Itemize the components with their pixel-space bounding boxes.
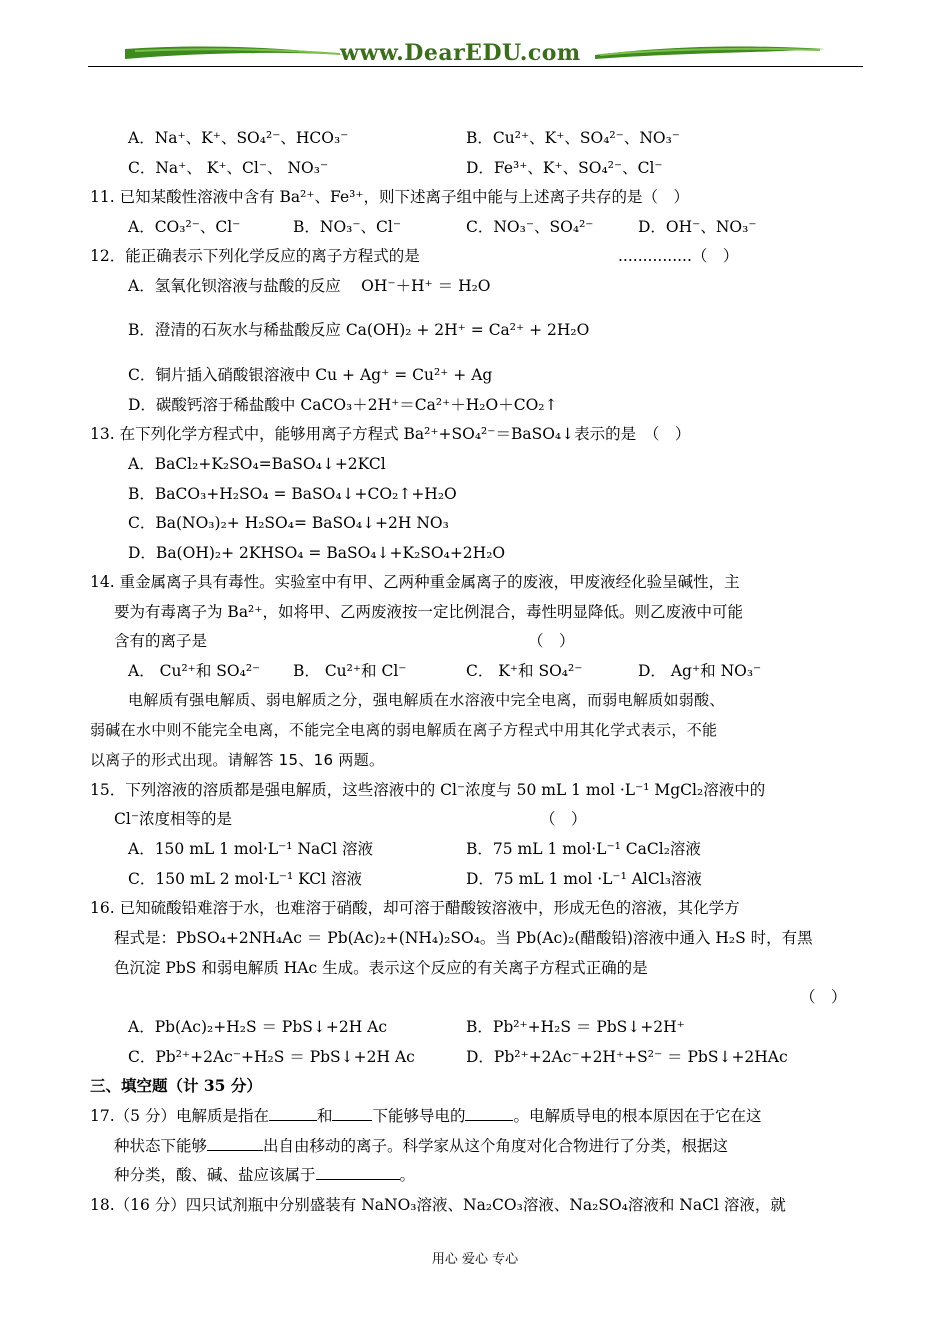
q17-text-6: 出自由移动的离子。科学家从这个角度对化合物进行了分类，根据这 <box>263 1137 729 1155</box>
q14-stem-line2: 要为有毒离子为 Ba²⁺，如将甲、乙两废液按一定比例混合，毒性明显降低。则乙废液中可能 <box>114 603 743 621</box>
q15-option-a: A．150 mL 1 mol·L⁻¹ NaCl 溶液 <box>128 840 373 858</box>
q15-stem-line1: 15．下列溶液的溶质都是强电解质，这些溶液中的 Cl⁻浓度与 50 mL 1 mol ·L⁻¹ MgCl₂溶液中的 <box>90 781 766 799</box>
q16-answer-paren: （ ） <box>800 988 847 1006</box>
q12-option-c: C．铜片插入硝酸银溶液中 Cu + Ag⁺ = Cu²⁺ + Ag <box>128 366 493 384</box>
right-swoosh-logo <box>595 43 825 65</box>
q18-stem-line1: 18.（16 分）四只试剂瓶中分别盛装有 NaNO₃溶液、Na₂CO₃溶液、Na₂SO₄溶液和 NaCl 溶液，就 <box>90 1196 786 1214</box>
q17-line2 <box>114 1136 728 1156</box>
q14-answer-paren: （ ） <box>528 632 575 650</box>
q11-option-d: D．OH⁻、NO₃⁻ <box>638 218 757 236</box>
q17-text-7: 种分类，酸、碱、盐应该属于 <box>114 1166 316 1184</box>
q17-text-5: 种状态下能够 <box>114 1137 208 1155</box>
q17-line3 <box>114 1165 415 1185</box>
q10-option-c: C．Na⁺、 K⁺、Cl⁻、 NO₃⁻ <box>128 159 329 177</box>
q11-stem: 11. 已知某酸性溶液中含有 Ba²⁺、Fe³⁺，则下述离子组中能与上述离子共存的是（ ） <box>90 188 690 206</box>
q13-option-c: C．Ba(NO₃)₂+ H₂SO₄= BaSO₄↓+2H NO₃ <box>128 514 449 532</box>
q16-stem-line1: 16. 已知硫酸铅难溶于水，也难溶于硝酸，却可溶于醋酸铵溶液中，形成无色的溶液，其化学方 <box>90 899 740 917</box>
q11-option-b: B．NO₃⁻、Cl⁻ <box>293 218 402 236</box>
q15-option-d: D．75 mL 1 mol ·L⁻¹ AlCl₃溶液 <box>466 870 702 888</box>
q17-text-4: 。电解质导电的根本原因在于它在这 <box>513 1107 762 1125</box>
q13-option-b: B．BaCO₃+H₂SO₄ = BaSO₄↓+CO₂↑+H₂O <box>128 485 457 503</box>
page-footer: 用心 爱心 专心 <box>431 1252 519 1267</box>
q16-stem-line2: 程式是：PbSO₄+2NH₄Ac ＝ Pb(Ac)₂+(NH₄)₂SO₄。当 Pb(Ac)₂(醋酸铅)溶液中通入 H₂S 时，有黑 <box>114 929 813 947</box>
q11-option-a: A．CO₃²⁻、Cl⁻ <box>128 218 241 236</box>
q11-option-c: C．NO₃⁻、SO₄²⁻ <box>466 218 594 236</box>
q17-blank-3[interactable] <box>465 1106 513 1121</box>
q13-option-a: A．BaCl₂+K₂SO₄=BaSO₄↓+2KCl <box>128 455 386 473</box>
q12-answer-paren: ...............（ ） <box>618 247 739 265</box>
q12-option-a: A．氢氧化钡溶液与盐酸的反应 OH⁻＋H⁺ ＝ H₂O <box>128 277 491 295</box>
passage-line2: 弱碱在水中则不能完全电离，不能完全电离的弱电解质在离子方程式中用其化学式表示，不能 <box>90 721 718 739</box>
q17-blank-2[interactable] <box>332 1106 372 1121</box>
q17-text-3: 下能够导电的 <box>372 1107 466 1125</box>
q14-stem-line3: 含有的离子是 <box>114 632 208 650</box>
q17-text-2: 和 <box>316 1107 333 1125</box>
q15-answer-paren: （ ） <box>540 810 587 828</box>
q15-stem-line2: Cl⁻浓度相等的是 <box>114 810 232 828</box>
q16-option-c: C．Pb²⁺+2Ac⁻+H₂S ＝ PbS↓+2H Ac <box>128 1048 415 1066</box>
q16-stem-line3: 色沉淀 PbS 和弱电解质 HAc 生成。表示这个反应的有关离子方程式正确的是 <box>114 959 648 977</box>
q13-stem: 13. 在下列化学方程式中，能够用离子方程式 Ba²⁺+SO₄²⁻＝BaSO₄↓表示的是 （ ） <box>90 425 691 443</box>
section-heading: 三、填空题（计 35 分） <box>90 1076 262 1095</box>
q13-option-d: D．Ba(OH)₂+ 2KHSO₄ = BaSO₄↓+K₂SO₄+2H₂O <box>128 544 506 562</box>
q14-option-c: C． K⁺和 SO₄²⁻ <box>466 662 583 680</box>
q16-option-a: A．Pb(Ac)₂+H₂S ＝ PbS↓+2H Ac <box>128 1018 388 1036</box>
q17-blank-5[interactable] <box>316 1165 400 1180</box>
q17-text-1: 17.（5 分）电解质是指在 <box>90 1107 269 1125</box>
q14-option-a: A． Cu²⁺和 SO₄²⁻ <box>128 662 261 680</box>
left-swoosh-logo <box>125 43 345 65</box>
q16-option-d: D．Pb²⁺+2Ac⁻+2H⁺+S²⁻ ＝ PbS↓+2HAc <box>466 1048 788 1066</box>
q12-option-d: D．碳酸钙溶于稀盐酸中 CaCO₃＋2H⁺＝Ca²⁺＋H₂O＋CO₂↑ <box>128 396 558 414</box>
passage-line3: 以离子的形式出现。请解答 15、16 两题。 <box>90 751 385 769</box>
q10-option-b: B．Cu²⁺、K⁺、SO₄²⁻、NO₃⁻ <box>466 129 680 147</box>
q10-option-a: A．Na⁺、K⁺、SO₄²⁻、HCO₃⁻ <box>128 129 349 147</box>
q14-option-d: D． Ag⁺和 NO₃⁻ <box>638 662 762 680</box>
header-rule <box>88 66 863 67</box>
site-logo[interactable]: www.DearEDU.com <box>340 40 581 66</box>
q15-option-b: B．75 mL 1 mol·L⁻¹ CaCl₂溶液 <box>466 840 701 858</box>
q10-option-d: D．Fe³⁺、K⁺、SO₄²⁻、Cl⁻ <box>466 159 663 177</box>
passage-line1: 电解质有强电解质、弱电解质之分，强电解质在水溶液中完全电离，而弱电解质如弱酸、 <box>128 691 725 709</box>
q17-text-8: 。 <box>399 1166 416 1184</box>
q14-stem-line1: 14. 重金属离子具有毒性。实验室中有甲、乙两种重金属离子的废液，甲废液经化验呈碱性，主 <box>90 573 740 591</box>
q12-option-b: B．澄清的石灰水与稀盐酸反应 Ca(OH)₂ + 2H⁺ = Ca²⁺ + 2H₂O <box>128 321 590 339</box>
q12-stem: 12．能正确表示下列化学反应的离子方程式的是 <box>90 247 420 265</box>
q17-line1 <box>90 1106 762 1126</box>
q17-blank-1[interactable] <box>269 1106 317 1121</box>
q17-blank-4[interactable] <box>207 1136 263 1151</box>
q14-option-b: B． Cu²⁺和 Cl⁻ <box>293 662 407 680</box>
q15-option-c: C．150 mL 2 mol·L⁻¹ KCl 溶液 <box>128 870 363 888</box>
q16-option-b: B．Pb²⁺+H₂S ＝ PbS↓+2H⁺ <box>466 1018 685 1036</box>
